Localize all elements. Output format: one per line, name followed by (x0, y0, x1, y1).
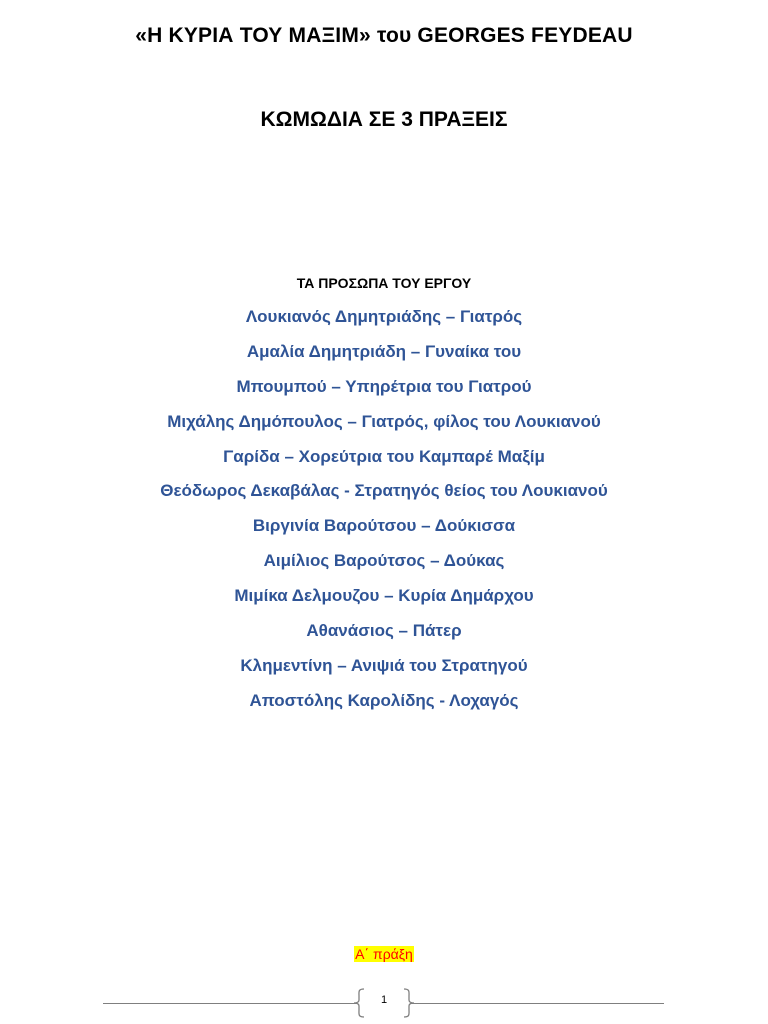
page-number: 1 (380, 994, 388, 1006)
cast-item: Κλημεντίνη – Ανιψιά του Στρατηγού (240, 655, 528, 675)
cast-item: Αθανάσιος – Πάτερ (306, 621, 462, 641)
document-subtitle: ΚΩΜΩΔΙΑ ΣΕ 3 ΠΡΑΞΕΙΣ (260, 108, 508, 131)
cast-item: Αποστόλης Καρολίδης - Λοχαγός (249, 690, 519, 710)
cast-item: Μιμίκα Δελμουζου – Κυρία Δημάρχου (234, 586, 534, 606)
cast-heading: ΤΑ ΠΡΟΣΩΠΑ ΤΟΥ ΕΡΓΟΥ (296, 275, 472, 291)
document-title: «Η ΚΥΡΙΑ ΤΟΥ ΜΑΞΙΜ» του GEORGES FEYDEAU (135, 24, 633, 47)
cast-item: Γαρίδα – Χορεύτρια του Καμπαρέ Μαξίμ (223, 446, 545, 466)
cast-item: Βιργινία Βαρούτσου – Δούκισσα (252, 516, 516, 536)
cast-item: Αμαλία Δημητριάδη – Γυναίκα του (246, 341, 522, 361)
cast-item: Θεόδωρος Δεκαβάλας - Στρατηγός θείος του Λουκιανού (160, 481, 608, 501)
left-brace-icon (352, 988, 366, 1018)
footer-rule-left (103, 1003, 357, 1004)
cast-item: Μιχάλης Δημόπουλος – Γιατρός, φίλος του Λουκιανού (167, 411, 601, 431)
cast-item: Μπουμπού – Υπηρέτρια του Γιατρού (236, 376, 532, 396)
footer-rule-right (410, 1003, 664, 1004)
page-footer (0, 988, 768, 1020)
act-label (0, 946, 768, 962)
act-label-text: Α΄ πράξη (355, 946, 413, 962)
cast-list (0, 305, 768, 724)
cast-item: Αιμίλιος Βαρούτσος – Δούκας (263, 551, 505, 571)
cast-item: Λουκιανός Δημητριάδης – Γιατρός (245, 307, 523, 326)
